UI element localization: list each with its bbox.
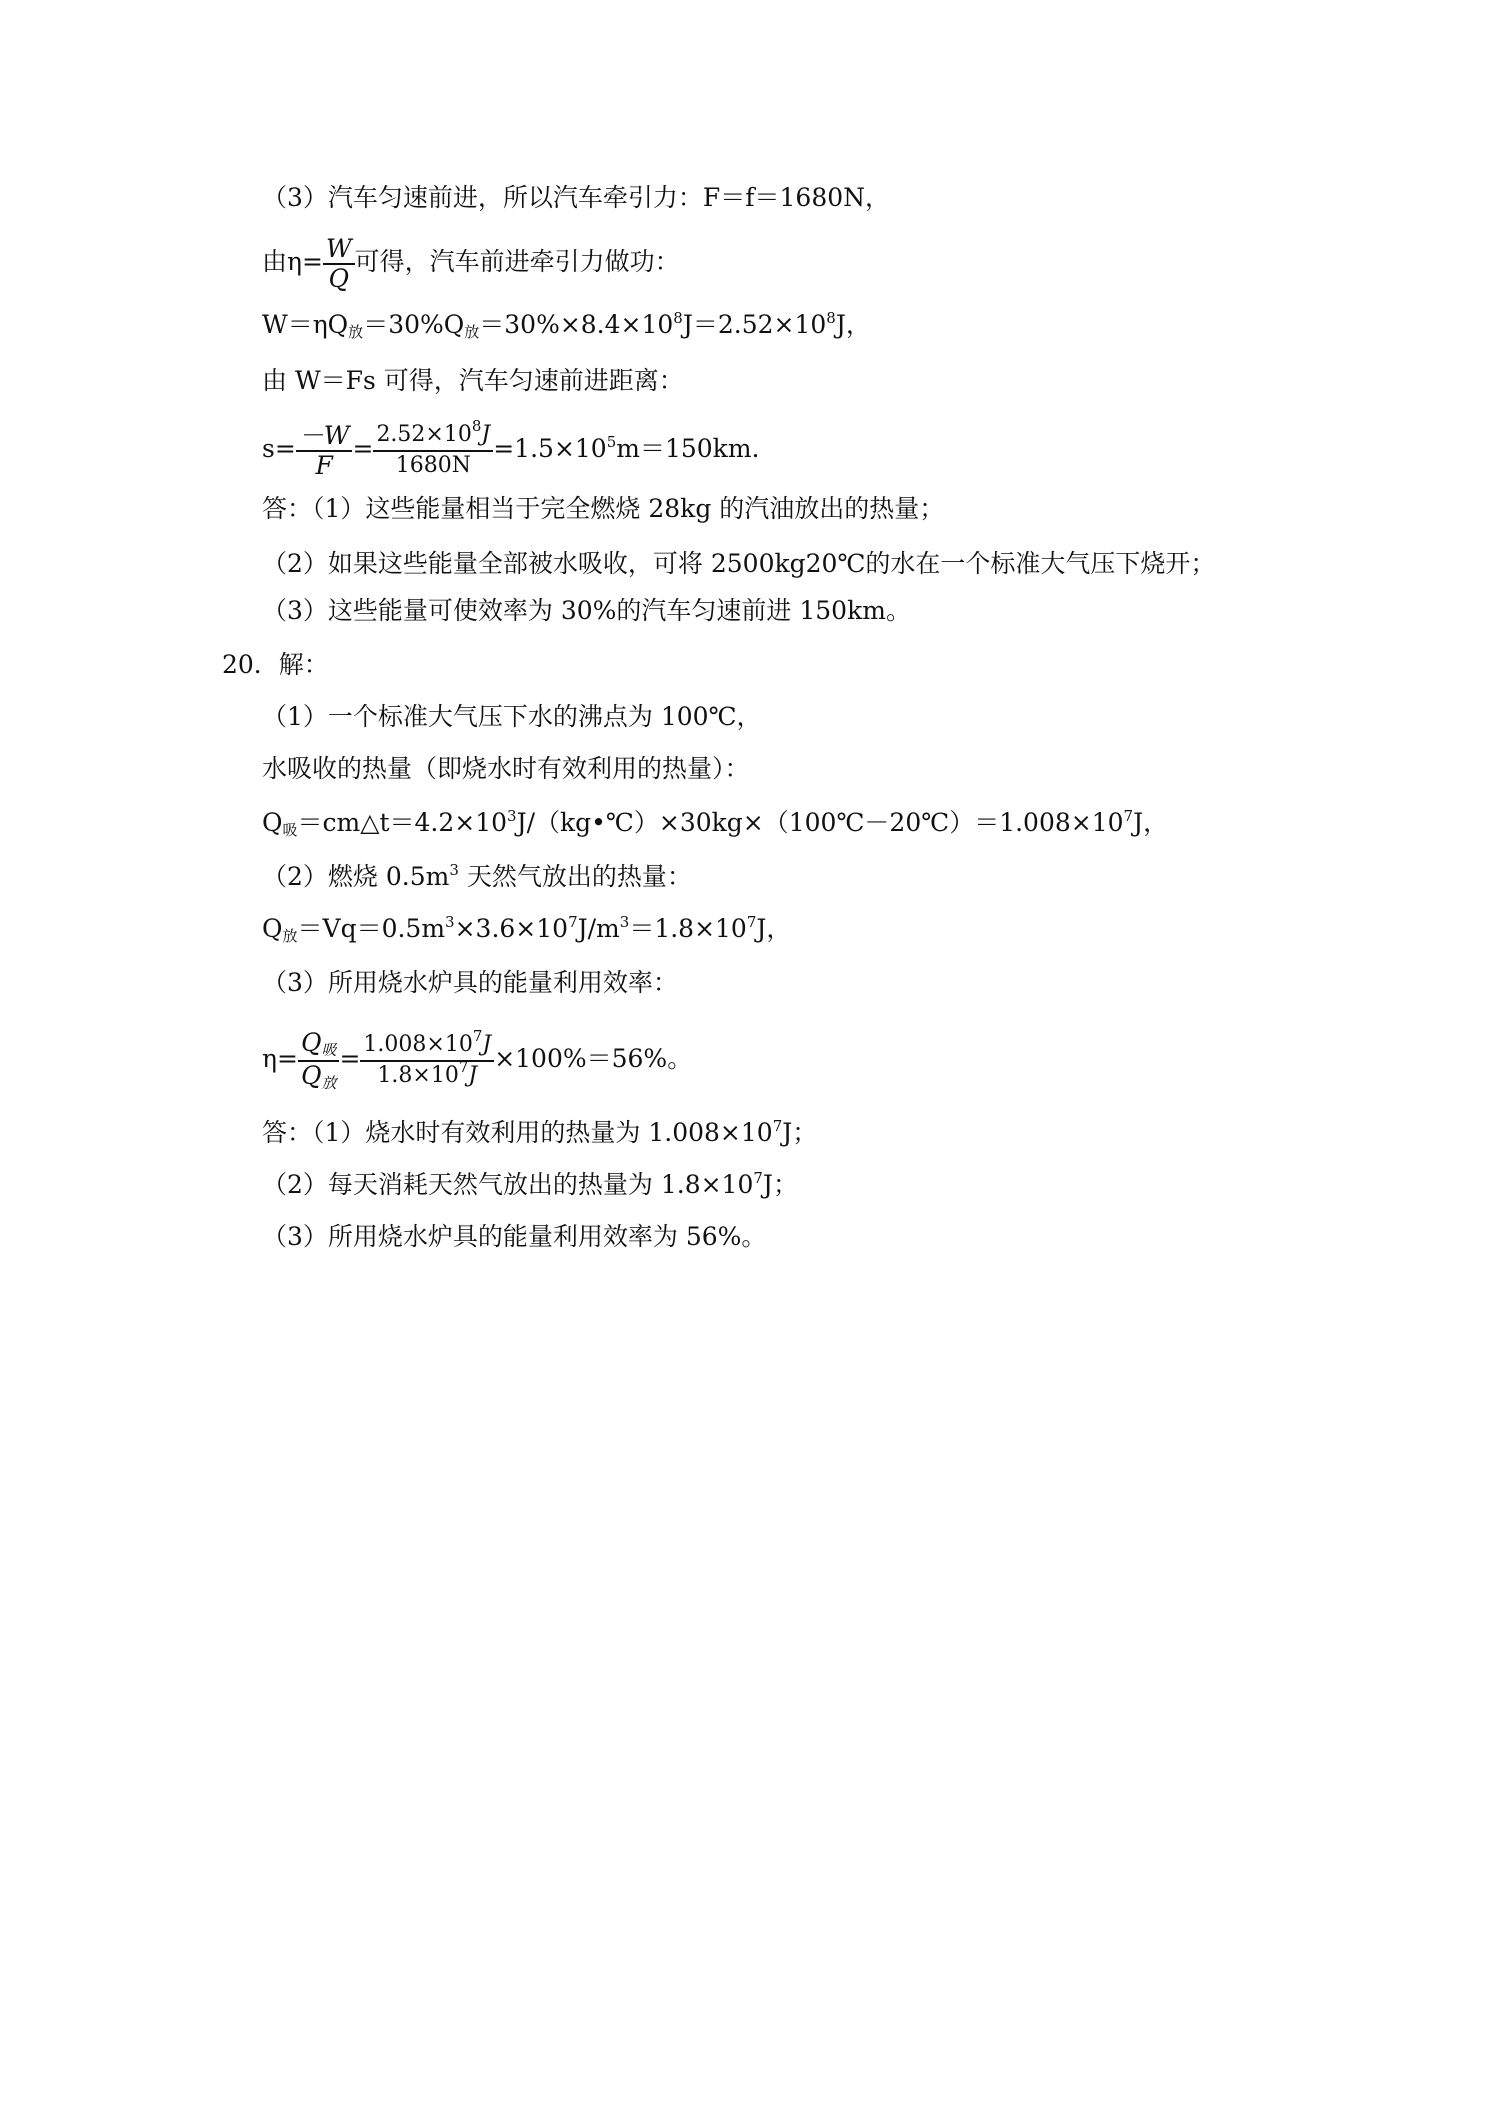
text-seg: ＝cm△t＝4.2×10: [297, 808, 508, 837]
subscript: 吸: [282, 821, 298, 839]
q19-eta-formula-line: [262, 232, 680, 293]
superscript: 3: [449, 861, 459, 879]
text-seg: J；: [782, 1118, 818, 1147]
q20-part1-heat-desc: 水吸收的热量（即烧水时有效利用的热量）：: [262, 754, 750, 783]
text-seg: J/（kg•℃）×30kg×（100℃－20℃）＝1.008×10: [516, 808, 1124, 837]
text-seg: J，: [1133, 808, 1169, 837]
fraction-denominator: 1680N: [395, 453, 471, 478]
text-seg: 1.8×10: [377, 1062, 459, 1088]
text-seg: Q: [262, 808, 283, 837]
fraction-denominator: [298, 1062, 340, 1093]
q20-part1: （1）一个标准大气压下水的沸点为 100℃，: [262, 702, 762, 731]
equals-sign: =: [339, 1044, 361, 1073]
q20-part3: （3）所用烧水炉具的能量利用效率：: [262, 968, 678, 997]
q19-fs-line: 由 W＝Fs 可得，汽车匀速前进距离：: [262, 366, 684, 395]
text-seg: 天然气放出的热量：: [458, 862, 692, 891]
superscript: 3: [445, 913, 455, 931]
superscript: 8: [471, 417, 482, 435]
q20-efficiency-formula-line: [262, 1024, 692, 1094]
q19-part3-line1: （3）汽车匀速前进，所以汽车牵引力：F＝f＝1680N，: [262, 183, 891, 212]
text-seg: Q: [300, 1027, 322, 1057]
fraction-numerator: [298, 1029, 340, 1062]
text-seg: J/m: [577, 914, 620, 943]
q19-distance-formula-line: [262, 418, 759, 483]
q20-efficiency-fraction1: [298, 1029, 340, 1093]
superscript: 7: [458, 1057, 469, 1076]
q20-q-release-line: [262, 914, 791, 947]
text-seg: J＝2.52×10: [682, 310, 827, 339]
superscript: 5: [606, 433, 617, 451]
text-seg: m＝150km.: [616, 434, 760, 463]
q19-eta-prefix: 由η=: [262, 247, 323, 276]
q20-answer-1: [262, 1118, 817, 1151]
subscript: 放: [464, 323, 480, 341]
text-seg: J，: [756, 914, 792, 943]
text-seg: =1.5×10: [493, 434, 607, 463]
text-seg: W＝ηQ: [262, 310, 349, 339]
text-seg: 答：（1）烧水时有效利用的热量为 1.008×10: [262, 1118, 773, 1147]
q20-efficiency-fraction2: [360, 1026, 494, 1091]
text-seg: J；: [762, 1170, 798, 1199]
superscript: 7: [746, 913, 757, 931]
text-seg: J: [468, 1062, 478, 1088]
q19-answer-3: （3）这些能量可使效率为 30%的汽车匀速前进 150km。: [262, 596, 911, 625]
text-seg: （2）每天消耗天然气放出的热量为 1.8×10: [262, 1170, 754, 1199]
superscript: 7: [472, 1026, 483, 1045]
superscript: 8: [826, 309, 836, 327]
text-seg: ＝30%×8.4×10: [479, 310, 674, 339]
text-seg: J，: [835, 310, 871, 339]
text-seg: J: [482, 1031, 492, 1057]
text-seg: 1.008×10: [363, 1031, 473, 1057]
text-seg: ＝Vq＝0.5m: [297, 914, 446, 943]
text-seg: η=: [262, 1044, 298, 1073]
q20-answer-2: [262, 1170, 798, 1203]
q19-work-line: [262, 310, 871, 343]
fraction-denominator: Q: [328, 263, 350, 293]
q19-distance-fraction2: [373, 417, 493, 480]
text-seg: Q: [262, 914, 283, 943]
text-seg: ＝30%Q: [363, 310, 465, 339]
fraction-numerator: －W: [296, 422, 353, 452]
fraction-denominator: F: [315, 450, 333, 480]
superscript: 7: [1123, 807, 1134, 825]
text-seg: （2）燃烧 0.5m: [262, 862, 450, 891]
q19-answer-1: 答：（1）这些能量相当于完全燃烧 28kg 的汽油放出的热量；: [262, 494, 945, 523]
text-seg: ×100%＝56%。: [494, 1044, 693, 1073]
text-seg: J: [481, 422, 491, 447]
q20-part2: [262, 862, 692, 895]
text-seg: s=: [262, 434, 296, 463]
fraction-numerator: [360, 1026, 494, 1062]
superscript: 3: [507, 807, 517, 825]
fraction-numerator: [373, 417, 493, 452]
superscript: 3: [619, 913, 630, 931]
superscript: 7: [568, 913, 578, 931]
subscript: 放: [348, 323, 364, 341]
q19-eta-fraction: [323, 235, 355, 293]
text-seg: ×3.6×10: [454, 914, 569, 943]
text-seg: 2.52×10: [376, 422, 472, 447]
superscript: 8: [673, 309, 683, 327]
q19-eta-suffix: 可得，汽车前进牵引力做功：: [354, 247, 680, 276]
q20-q-absorb-line: [262, 808, 1168, 841]
superscript: 7: [772, 1117, 783, 1135]
text-seg: ＝1.8×10: [629, 914, 747, 943]
q19-answer-2: （2）如果这些能量全部被水吸收，可将 2500kg20℃的水在一个标准大气压下烧开；: [262, 549, 1216, 578]
subscript: 放: [282, 927, 298, 945]
subscript: 吸: [321, 1040, 337, 1059]
fraction-numerator: W: [323, 235, 355, 265]
fraction-denominator: [360, 1057, 494, 1091]
text-seg: Q: [300, 1060, 322, 1090]
superscript: 7: [753, 1169, 763, 1187]
q19-distance-fraction1: [296, 422, 353, 480]
equals-sign: =: [352, 434, 374, 463]
q20-heading: 20．解：: [222, 650, 329, 679]
q20-answer-3: （3）所用烧水炉具的能量利用效率为 56%。: [262, 1222, 767, 1251]
subscript: 放: [321, 1073, 337, 1092]
